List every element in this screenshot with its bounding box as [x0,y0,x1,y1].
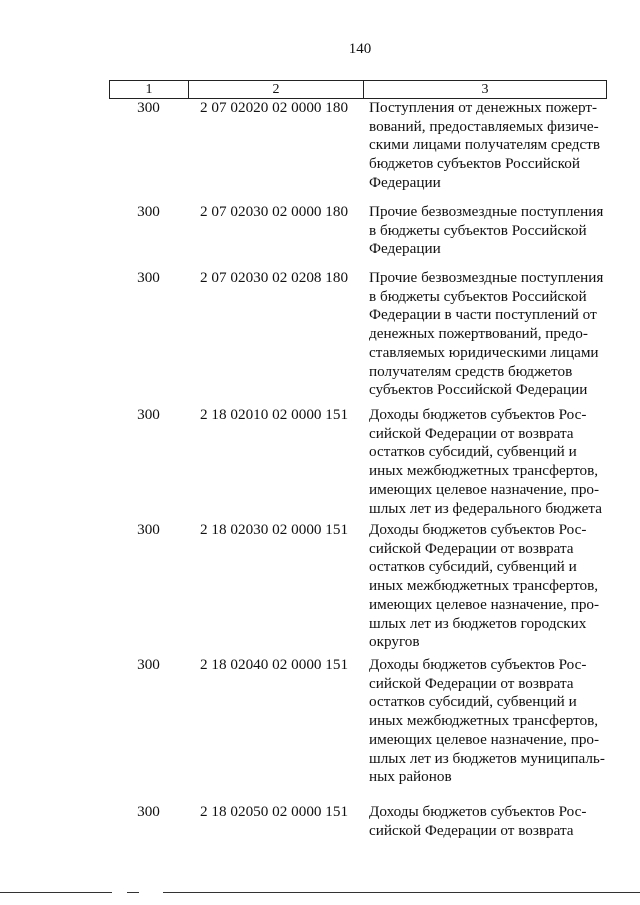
admin-code: 300 [137,656,160,673]
name-line: шлых лет из федерального бюджета [369,499,602,517]
name-line: имеющих целевое назначение, про- [369,480,600,498]
income-code: 2 07 02030 02 0000 180 [200,203,349,220]
name-line: в бюджеты субъектов Российской [369,287,587,305]
name-line: сийской Федерации от возврата [369,674,574,692]
income-name [363,269,607,400]
name-line: Прочие безвозмездные поступления [369,203,604,220]
income-name [363,406,607,518]
name-line: получателям средств бюджетов [369,362,573,380]
header-col-2: 2 [189,81,364,98]
table-row [109,656,607,787]
name-line: шлых лет из бюджетов муниципаль- [369,749,605,767]
header-col-1: 1 [110,81,189,98]
table-row [109,803,607,840]
income-code: 2 18 02010 02 0000 151 [200,406,349,423]
name-line: иных межбюджетных трансфертов, [369,462,599,480]
admin-code: 300 [137,269,160,286]
table-row [109,269,607,400]
admin-code: 300 [137,803,160,820]
name-line: ных районов [369,768,452,786]
table-row [109,203,607,259]
income-code: 2 07 02030 02 0208 180 [200,269,349,286]
name-line: Федерации [369,173,441,191]
admin-code: 300 [137,521,160,538]
name-line: Доходы бюджетов субъектов Рос- [369,521,587,538]
income-name [363,521,607,652]
income-code: 2 07 02020 02 0000 180 [200,99,349,116]
table-header [109,80,607,99]
name-line: имеющих целевое назначение, про- [369,595,600,613]
name-line: сийской Федерации от возврата [369,539,574,557]
name-line: остатков субсидий, субвенций и [369,443,577,461]
income-name [363,803,607,840]
name-line: Федерации [369,240,441,258]
name-line: округов [369,633,420,651]
name-line: иных межбюджетных трансфертов, [369,577,599,595]
name-line: Поступления от денежных пожерт- [369,99,598,116]
name-line: имеющих целевое назначение, про- [369,730,600,748]
page-number: 140 [348,41,372,57]
footer-rule [0,892,112,893]
name-line: Доходы бюджетов субъектов Рос- [369,406,587,423]
header-col-3: 3 [481,82,489,97]
name-line: скими лицами получателям средств [369,136,601,154]
name-line: субъектов Российской Федерации [369,381,588,399]
name-line: вований, предоставляемых физиче- [369,117,599,135]
name-line: Федерации в части поступлений от [369,306,597,324]
name-line: сийской Федерации от возврата [369,424,574,442]
name-line: шлых лет из бюджетов городских [369,614,587,632]
income-code: 2 18 02040 02 0000 151 [200,656,349,673]
name-line: сийской Федерации от возврата [369,821,574,839]
name-line: остатков субсидий, субвенций и [369,693,577,711]
name-line: Доходы бюджетов субъектов Рос- [369,656,587,673]
admin-code: 300 [137,99,160,116]
admin-code: 300 [137,406,160,423]
income-code: 2 18 02050 02 0000 151 [200,803,349,820]
table-row [109,521,607,652]
name-line: в бюджеты субъектов Российской [369,221,587,239]
table-row [109,406,607,518]
footer-rule [163,892,640,893]
footer-rule [127,892,139,893]
admin-code: 300 [137,203,160,220]
name-line: Доходы бюджетов субъектов Рос- [369,803,587,820]
name-line: Прочие безвозмездные поступления [369,269,604,286]
name-line: иных межбюджетных трансфертов, [369,712,599,730]
income-name [363,203,607,259]
name-line: денежных пожертвований, предо- [369,325,588,343]
name-line: остатков субсидий, субвенций и [369,558,577,576]
table-row [109,99,607,193]
income-name [363,656,607,787]
income-name [363,99,607,193]
income-code: 2 18 02030 02 0000 151 [200,521,349,538]
name-line: бюджетов субъектов Российской [369,155,580,173]
name-line: ставляемых юридическими лицами [369,343,599,361]
